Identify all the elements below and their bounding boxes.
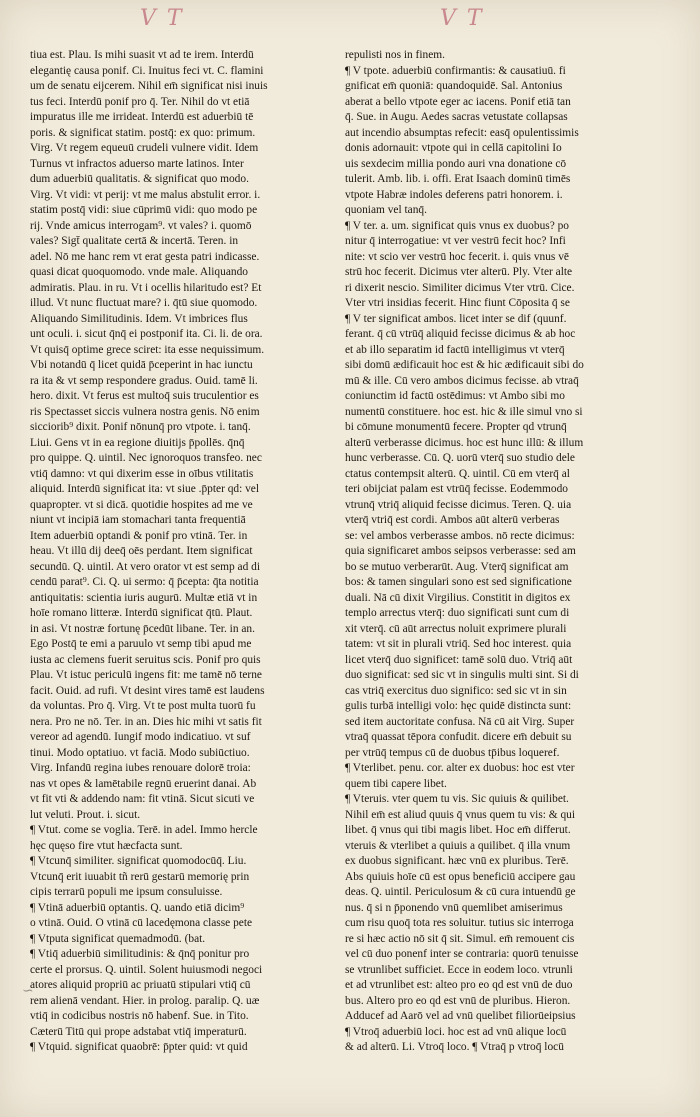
text-line: hunc verberasse. Cū. Q. uorū vterq̄ suo studio dele: [345, 452, 575, 464]
text-line: ¶ V ter significat ambos. licet inter se dif (quunf.: [345, 312, 567, 325]
text-line: Turnus vt infractos aduerso marte latinos. Inter: [30, 157, 244, 170]
text-line: mū & ille. Cū vero ambos dicimus fecisse. ab vtraq̄: [345, 374, 579, 387]
text-line: duo significat: sed sic vt in singulis multi sint. Si di: [345, 669, 579, 681]
text-line: aliquid. Interdū significat ita: vt siue .p̄pter qd: vel: [30, 483, 260, 495]
text-line: ¶ Vtquid. significat quaobrē: p̄pter quid: vt quid: [30, 1041, 248, 1053]
text-line: ctatus contempsit alterū. Q. uintil. Cū em vterq̄ al: [345, 467, 570, 480]
text-line: et ad vtrunlibet est: alteo pro eo qd est vnū de duo: [345, 979, 573, 991]
text-line: aut incendio absumptas refecit: easq̄ opulentissimis: [345, 126, 579, 139]
text-line: per vtrūq̄ tempus cū de duobus tp̄ibus loqueref.: [345, 746, 560, 759]
text-line: hero. dixit. Vt ferus est multoq̄ suis truculentior es: [30, 390, 259, 402]
text-line: ¶ Vtputa significat quemadmodū. (bat.: [30, 932, 206, 945]
text-line: Vt quisq̄ optime grece sciret: ita esse nequissimum.: [30, 343, 265, 356]
text-line: lut veluti. Prout. i. sicut.: [30, 808, 141, 821]
text-line: tiua est. Plau. Is mihi suasit vt ad te irem. Interdū: [30, 49, 254, 61]
text-line: vel cū duo ponenf inter se contraria: quorū tenuisse: [345, 948, 579, 960]
text-line: Nihil em̄ est aliud quuis q̄ vnus quem tu vis: & qui: [345, 808, 576, 821]
text-line: hoīe romano litteræ. Interdū significat q̄tū. Plaut.: [30, 607, 253, 619]
text-line: Ego Postq̄ te emi a paruulo vt semp tibi apud me: [30, 638, 252, 650]
text-line: in asi. Vt nostræ fortunę p̄cedūt libane. Ter. in an.: [30, 622, 255, 635]
text-line: vtrunq̄ vtriq̄ aliquid fecisse dicimus. Teren. Q. uia: [345, 498, 572, 511]
text-line: impuratus ille me irrideat. Interdū est aduerbiū tē: [30, 111, 254, 123]
text-line: et ab illo separatim id factū intelligimus vt vterq̄: [345, 343, 565, 356]
text-line: Adducef ad Aarō vel ad vnū quelibet filiorūeipsius: [345, 1010, 576, 1022]
text-line: tinui. Modo optatiuo. vt faciā. Modo subiūctiuo.: [30, 746, 250, 759]
text-line: xit vterq̄. cū aūt arrectus noluit exprimere plurali: [345, 622, 567, 635]
text-line: tatem: vt sit in plurali vtriq̄. Sed hoc interest. quia: [345, 638, 572, 650]
text-line: rem alienā vendant. Hier. in prolog. paralip. Q. uæ: [30, 994, 260, 1007]
text-line: quia significaret ambos seipsos verberasse: sed am: [345, 545, 576, 557]
text-line: sed item auctoritate confusa. Nā cū ait Virg. Super: [345, 715, 575, 728]
text-line: Abs quiuis hoīe cū est opus beneficiū accipere gau: [345, 870, 576, 883]
text-line: statim postq̄ vidi: siue cūprimū vidi: quo modo pe: [30, 204, 258, 216]
text-line: illud. Vt nunc fluctuat mare? i. q̄tū siue quomodo.: [30, 297, 258, 309]
text-line: cas vtriq̄ exercitus duo significo: sed sic vt in sin: [345, 684, 567, 697]
text-line: ri dixerit nescio. Similiter dicimus Vter vtrū. Cice.: [345, 281, 575, 294]
text-line: vtiq̄ in codicibus nostris nō habenf. Sue. in Tito.: [30, 1010, 249, 1022]
text-line: quem tibi capere libet.: [345, 777, 447, 790]
text-line: Aliquando Similitudinis. Idem. Vt imbrices flus: [30, 312, 248, 325]
text-line: Virg. Vt regem equeuū crudeli vulnere vidit. Idem: [30, 142, 259, 154]
left-text-column: [30, 48, 342, 1056]
text-line: cendū parat⁹. Ci. Q. ui sermo: q̄ p̄cepta: q̄ta notitia: [30, 576, 259, 588]
text-line: Vter vtri insidias fecerit. Hinc fiunt Cōposita q̄ se: [345, 297, 570, 309]
text-line: numentū constituere. hoc est. hic & ille simul vno si: [345, 405, 583, 418]
text-line: niunt vt incipiā iam stomachari tanta frequentiā: [30, 514, 246, 526]
text-line: vtiq̄ damno: vt qui dixerim esse in oībus vtilitatis: [30, 467, 254, 480]
text-line: Vbi notandū q̄ licet quidā p̄ceperint in hac iunctu: [30, 359, 253, 371]
text-line: nitur q̄ interrogatiue: vt ver vestrū fecit hoc? Infi: [345, 235, 566, 247]
text-line: pro quippe. Q. uintil. Nec ignoroquos transfeo. nec: [30, 452, 262, 464]
text-line: vtpote Habræ indoles deferens patri honorem. i.: [345, 188, 563, 201]
text-line: ferant. q̄ cū vtrūq̄ aliquid fecisse dicimus & ab hoc: [345, 328, 576, 340]
text-line: Virg. Vt vidi: vt perij: vt me malus abstulit error. i.: [30, 188, 261, 201]
text-line: se: vel ambos verberasse ambos. nō recte dicimus:: [345, 529, 575, 542]
text-line: coniunctim id factū ostēdimus: vt Ambo sibi mo: [345, 390, 565, 402]
text-line: gnificat em̄ quoniā: quandoquidē. Sal. Antonius: [345, 80, 563, 92]
text-line: elegantię causa ponif. Ci. Inuitus feci vt. C. flamini: [30, 64, 264, 77]
text-line: quoniam vel tanq̄.: [345, 204, 427, 216]
text-line: ¶ Vtroq̄ aduerbiū loci. hoc est ad vnū alique locū: [345, 1025, 567, 1038]
text-line: gulis turbā intelligi volo: hęc quidē distincta sunt:: [345, 700, 572, 712]
text-line: Liui. Gens vt in ea regione diuitijs p̄pollēs. q̄nq̄: [30, 436, 245, 449]
header-mark-left: V T: [140, 6, 184, 31]
text-line: da voluntas. Pro q̄. Virg. Vt te post multa tuorū fu: [30, 700, 256, 712]
text-line: strū hoc fecerit. Dicimus vter alterū. Ply. Vter alte: [345, 266, 573, 278]
text-line: nite: vt scio ver vestrū hoc fecerit. i. quis vnus vē: [345, 250, 569, 263]
text-line: tus feci. Interdū ponif pro q̄. Ter. Nihil do vt etiā: [30, 95, 250, 108]
text-line: Vtcunq̄ erit iuuabit tñ rerū gestarū memorię prin: [30, 870, 250, 883]
text-line: vteruis & vterlibet a quiuis a quilibet. q̄ illa vnum: [345, 839, 571, 852]
text-line: unt oculi. i. sicut q̄nq̄ ei postponif ita. Ci. li. de ora.: [30, 328, 263, 340]
text-line: o vtinā. Ouid. O vtinā cū lacedęmona classe pete: [30, 917, 253, 929]
text-line: antiquitatis: scientia iuris augurū. Multæ etiā vt in: [30, 591, 258, 604]
text-line: nus. q̄ si n p̄ponendo vnū quemlibet amiserimus: [345, 901, 563, 914]
text-line: bi cōmune monumentū fecere. Propter qd vtrunq̄: [345, 421, 567, 433]
text-line: re si hæc actio nō sit q̄ sit. Simul. em̄ remouent cis: [345, 932, 575, 945]
text-line: vt fit vti & addendo nam: fit vtinā. Sicut sicuti ve: [30, 793, 255, 805]
text-line: vereor ad agendū. Iungif modo indicatiuo. vt suf: [30, 731, 251, 743]
text-line: poris. & significat statim. postq̄: ex quo: primum.: [30, 126, 256, 139]
text-line: facit. Ouid. ad rufi. Vt desint vires tamē est laudens: [30, 684, 265, 697]
text-line: adel. Nō me hanc rem vt erat gesta patri indicasse.: [30, 250, 260, 263]
text-line: hęc quęso fire vtut hæcfacta sunt.: [30, 839, 183, 852]
text-line: uis sexdecim millia pondo auri vna donatione cō: [345, 157, 567, 170]
text-line: Virg. Infandū regina iubes renouare dolorē troia:: [30, 762, 251, 774]
text-line: ¶ Vtiq̄ aduerbiū similitudinis: & q̄nq̄ ponitur pro: [30, 948, 250, 960]
text-line: cipis terrarū populi me ipsum consuluisse.: [30, 886, 223, 898]
text-line: ¶ V ter. a. um. significat quis vnus ex duobus? po: [345, 219, 569, 232]
text-line: secundū. Q. uintil. At vero orator vt est semp ad di: [30, 560, 260, 573]
text-line: vterq̄ vtriq̄ est cordi. Ambos aūt alterū verberas: [345, 514, 560, 526]
text-line: um de senatu eijcerem. Nihil em̄ significat nisi inuis: [30, 80, 268, 92]
text-line: quapropter. vt si dicā. quotidie hospites ad me ve: [30, 498, 253, 511]
text-line: quasi dicat quoquomodo. vnde male. Aliquando: [30, 266, 248, 278]
text-line: teri obijciat palam est vtrūq̄ fecisse. Eodemmodo: [345, 483, 569, 495]
text-line: dum aduerbiū qualitatis. & significat quo modo.: [30, 173, 249, 185]
text-line: repulisti nos in finem.: [345, 49, 445, 61]
text-line: Plau. Vt istuc periculū ingens fit: me tamē nō terne: [30, 669, 262, 681]
text-line: tulerit. Amb. lib. i. offi. Erat Isaach dominū timēs: [345, 173, 571, 185]
text-line: duali. Nā cū dixit Virgilius. Constitit in digitos ex: [345, 591, 571, 604]
text-line: donis adornauit: vtpote qui in cellā capitolini Io: [345, 142, 562, 154]
text-line: ra ita & vt semp respondere gradus. Ouid. tamē li.: [30, 374, 258, 387]
text-line: admiratis. Plau. in ru. Vt i ocellis hilaritudo est? Et: [30, 281, 262, 294]
text-line: vales? Sigt̄ qualitate certā & incertā. Teren. in: [30, 235, 239, 247]
text-line: ¶ Vtut. come se voglia. Terē. in adel. Immo hercle: [30, 824, 258, 836]
text-line: & ad alterū. Li. Vtroq̄ loco. ¶ Vtraq̄ p vtroq̄ locū: [345, 1041, 564, 1053]
text-line: vtraq̄ quassat tēpora confudit. dicere em̄ debuit su: [345, 731, 572, 743]
text-line: ¶ V tpote. aduerbiū confirmantis: & causatiuū. fi: [345, 64, 566, 77]
text-line: ¶ Vtcunq̄ similiter. significat quomodocūq̄. Liu.: [30, 855, 247, 867]
text-line: ex duobus significant. hæc vnū ex pluribus. Terē.: [345, 855, 569, 867]
text-line: sibi domū ædificauit hoc est & hic ædificauit sibi do: [345, 359, 584, 371]
text-line: Item aduerbiū optandi & ponif pro vtinā. Ter. in: [30, 529, 248, 542]
text-line: ¶ Vterlibet. penu. cor. alter ex duobus: hoc est vter: [345, 762, 575, 774]
text-line: bos: & tamen singulari sono est sed significatione: [345, 576, 572, 588]
text-line: q̄. Sue. in Augu. Aedes sacras vetustate collapsas: [345, 111, 568, 123]
text-line: certe el prorsus. Q. uintil. Solent huiusmodi negoci: [30, 963, 263, 976]
text-line: Cæterū Titū qui prope adstabat vtiq̄ imperaturū.: [30, 1025, 247, 1038]
text-line: nas vt opes & lamētabile regnū eruerint danai. Ab: [30, 777, 257, 790]
text-line: licet vterq̄ duo significet: tamē solū duo. Vtriq̄ aūt: [345, 653, 573, 666]
text-line: bo se mutuo verberarūt. Aug. Vterq̄ significat am: [345, 560, 569, 573]
text-line: ¶ Vtinā aduerbiū optantis. Q. uando etiā dicim⁹: [30, 901, 245, 914]
text-line: ¶ Vteruis. vter quem tu vis. Sic quiuis & quilibet.: [345, 793, 569, 805]
margin-mark: ∽: [22, 983, 34, 999]
text-line: nera. Pro ne nō. Ter. in an. Dies hic mihi vt satis fit: [30, 715, 262, 728]
text-line: se vtrunlibet sufficiet. Ecce in eodem loco. vtrunli: [345, 963, 573, 976]
text-line: ris Spectasset siccis vulnera nostra genis. Nō enim: [30, 405, 260, 418]
text-line: templo arrectus vterq̄: duo significati sunt cum di: [345, 607, 570, 619]
header-mark-right: V T: [440, 6, 484, 31]
text-line: aberat a bello vtpote eger ac iacens. Ponif etiā tan: [345, 95, 571, 108]
text-line: libet. q̄ vnus qui tibi magis libet. Hoc em̄ differut.: [345, 824, 571, 836]
text-line: bus. Altero pro eo qd est vnū de pluribus. Hieron.: [345, 994, 571, 1007]
text-line: sicciorib⁹ dixit. Ponif nōnunq̄ pro vtpote. i. tanq̄.: [30, 421, 251, 433]
text-line: cum risu quoq̄ tota res soluitur. tutius sic interroga: [345, 917, 574, 929]
text-line: atores aliquid propriū ac priuatū stipulari vtiq̄ cū: [30, 979, 251, 991]
text-line: deas. Q. uintil. Periculosum & cū cura intuendū ge: [345, 886, 576, 898]
text-line: alterū verberasse dicimus. hoc est hunc illū: & illum: [345, 436, 584, 449]
text-line: rij. Vnde amicus interrogam⁹. vt vales? i. quomō: [30, 219, 252, 232]
right-text-column: [345, 48, 675, 1056]
text-line: heau. Vt illū dij deeq̄ oēs perdant. Item significat: [30, 545, 253, 557]
text-line: iusta ac clemens fuerit seruitus scis. Ponif pro quis: [30, 653, 261, 666]
